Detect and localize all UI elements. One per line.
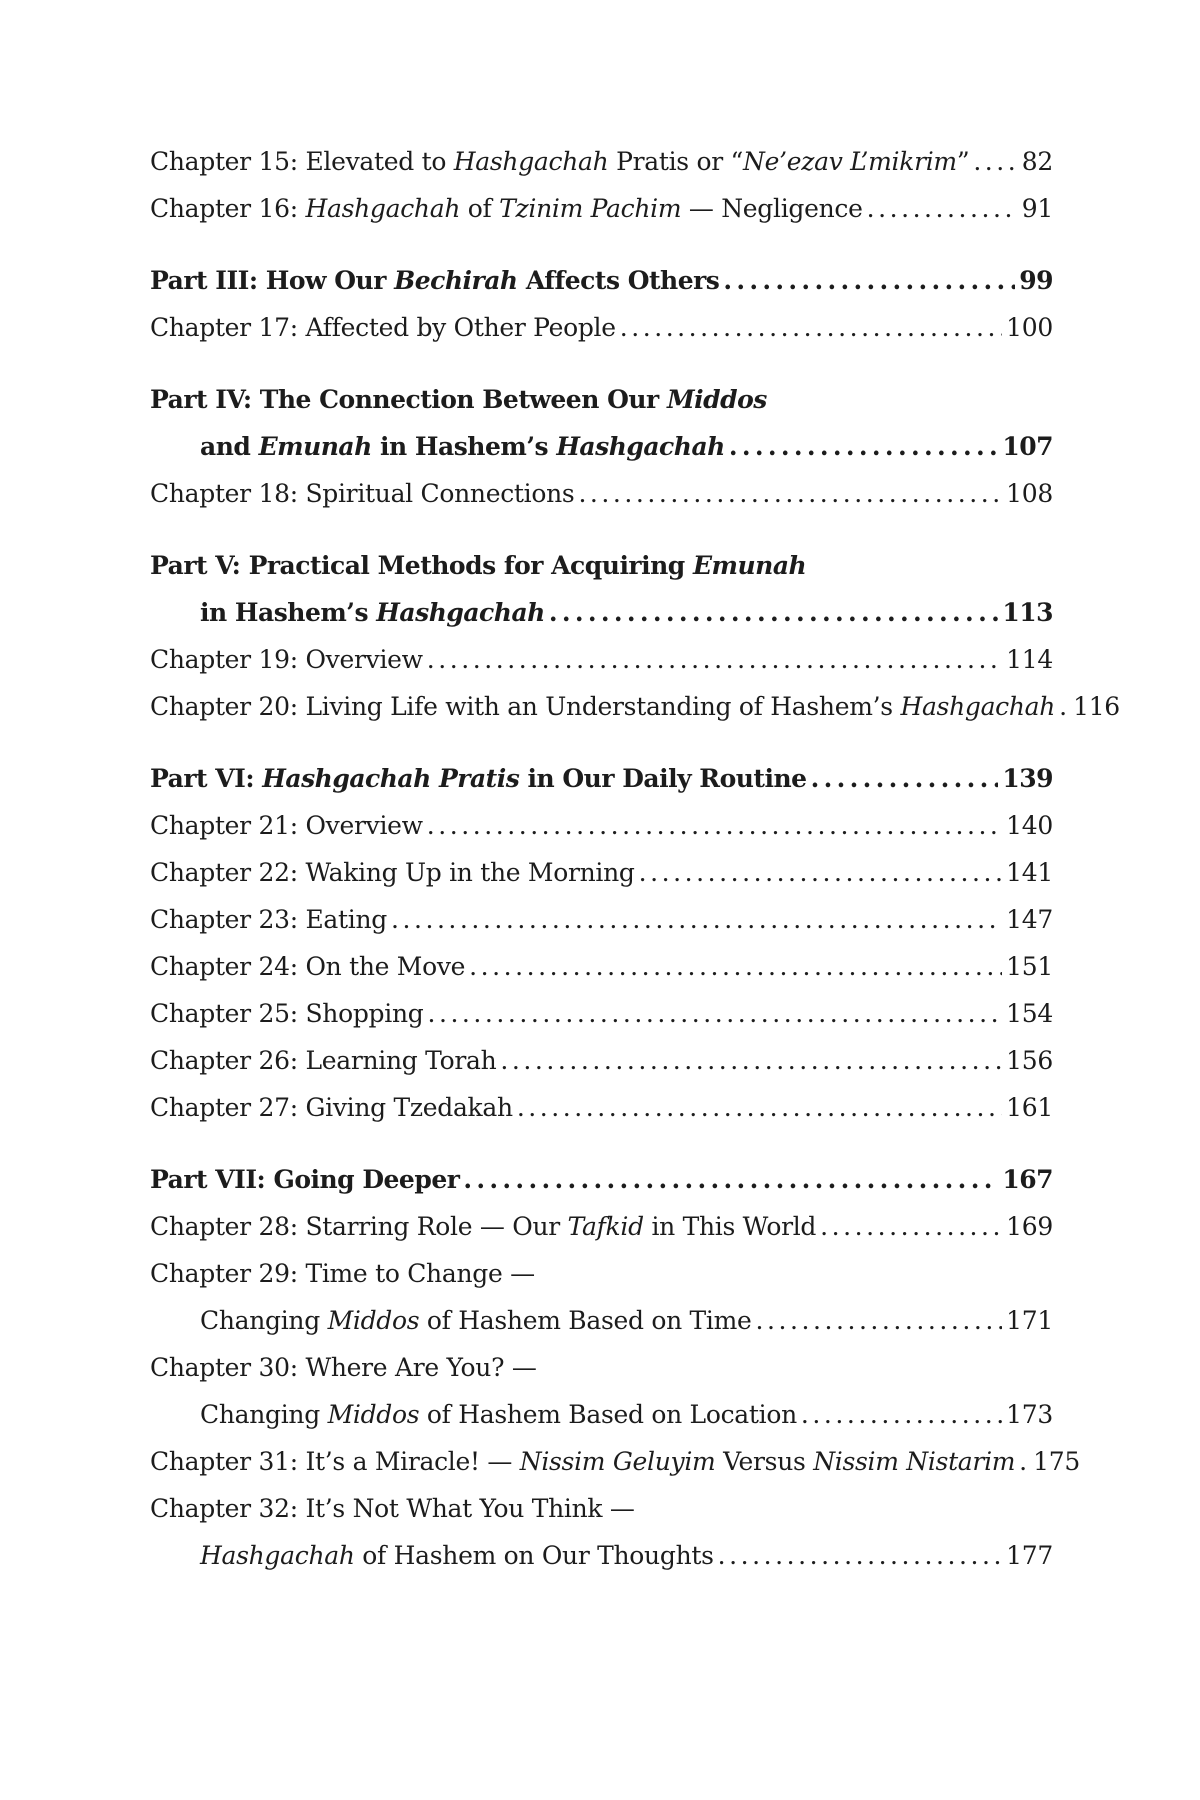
toc-dot-leader: [973, 138, 1017, 185]
toc-page-number: 156: [1006, 1046, 1053, 1075]
toc-page-number: 116: [1073, 692, 1120, 721]
toc-dot-leader: [500, 1037, 1002, 1084]
toc-title-segment: Chapter 19: Overview: [150, 645, 423, 674]
toc-entry-title: [150, 1532, 714, 1579]
toc-title-segment: Chapter 15: Elevated to: [150, 147, 454, 176]
toc-title-segment: Emunah: [692, 551, 807, 580]
toc-dot-leader: [801, 1391, 1002, 1438]
toc-chapter-entry: [150, 470, 1053, 517]
toc-page-number: 107: [1002, 432, 1053, 461]
toc-dot-leader: [427, 990, 1002, 1037]
toc-dot-leader: [517, 1084, 1002, 1131]
toc-title-segment: Part III: How Our: [150, 266, 395, 295]
toc-title-segment: Hashgachah: [200, 1541, 355, 1570]
toc-chapter-entry: [150, 1250, 1053, 1297]
toc-title-segment: Chapter 27: Giving Tzedakah: [150, 1093, 513, 1122]
toc-entry-title: [150, 1037, 496, 1084]
toc-title-segment: Emunah: [258, 432, 372, 461]
toc-title-segment: Chapter 23: Eating: [150, 905, 387, 934]
toc-title-segment: Middos: [327, 1306, 420, 1335]
toc-chapter-entry: [150, 1391, 1053, 1438]
toc-entry-title: [150, 849, 635, 896]
toc-chapter-entry: [150, 304, 1053, 351]
toc-dot-leader: [578, 470, 1002, 517]
toc-chapter-entry: [150, 802, 1053, 849]
toc-dot-leader: [820, 1203, 1002, 1250]
toc-dot-leader: [620, 304, 1002, 351]
toc-title-segment: Tzinim Pachim: [499, 194, 682, 223]
toc-entry-title: [150, 304, 616, 351]
toc-part-entry: [150, 755, 1053, 802]
toc-chapter-entry: [150, 1297, 1053, 1344]
toc-dot-leader: [427, 802, 1002, 849]
toc-title-segment: Nissim Geluyim: [519, 1447, 716, 1476]
toc-entry-title: [150, 138, 969, 185]
toc-page-number: 100: [1006, 313, 1053, 342]
toc-page-number: 167: [1002, 1165, 1053, 1194]
toc-page-number: 140: [1006, 811, 1053, 840]
toc-page-number: 171: [1006, 1306, 1053, 1335]
toc-chapter-entry: [150, 683, 1120, 730]
toc-title-segment: in Hashem’s: [200, 598, 377, 627]
toc-entry-title: [150, 1203, 816, 1250]
toc-title-segment: Middos: [327, 1400, 420, 1429]
toc-page-number: 82: [1021, 147, 1053, 176]
toc-title-segment: Chapter 21: Overview: [150, 811, 423, 840]
toc-dot-leader: [723, 257, 1015, 304]
toc-title-segment: Changing: [200, 1400, 328, 1429]
toc-entry-title: [150, 185, 863, 232]
toc-page-number: 113: [1002, 598, 1053, 627]
toc-dot-leader: [718, 1532, 1003, 1579]
toc-entry-title: [150, 943, 465, 990]
toc-page-number: 151: [1006, 952, 1053, 981]
toc-title-segment: Versus: [715, 1447, 814, 1476]
toc-title-segment: and: [200, 432, 259, 461]
toc-chapter-entry: [150, 849, 1053, 896]
toc-title-segment: in Our Daily Routine: [519, 764, 807, 793]
toc-title-segment: Part VI:: [150, 764, 263, 793]
toc-dot-leader: [463, 1156, 998, 1203]
toc-title-segment: Chapter 17: Affected by Other People: [150, 313, 616, 342]
toc-entry-title: [150, 1391, 797, 1438]
toc-chapter-entry: [150, 1203, 1053, 1250]
toc-entry-title: [150, 470, 574, 517]
toc-title-segment: Chapter 28: Starring Role — Our: [150, 1212, 568, 1241]
toc-title-segment: in This World: [643, 1212, 817, 1241]
toc-chapter-entry: [150, 636, 1053, 683]
toc-title-segment: of Hashem on Our Thoughts: [354, 1541, 714, 1570]
toc-title-segment: of: [460, 194, 500, 223]
toc-entry-title: [150, 589, 545, 636]
toc-title-segment: Chapter 20: Living Life with an Understanding of Hashem’s: [150, 692, 901, 721]
toc-part-entry: [150, 257, 1053, 304]
toc-chapter-entry: [150, 1084, 1053, 1131]
toc-title-segment: Chapter 30: Where Are You? —: [150, 1353, 537, 1382]
toc-page-number: 147: [1006, 905, 1053, 934]
toc-entry-title: [150, 1084, 513, 1131]
toc-title-segment: Pratis or “: [608, 147, 743, 176]
toc-part-entry: [150, 542, 1053, 589]
toc-chapter-entry: [150, 1037, 1053, 1084]
toc-page-number: 91: [1021, 194, 1053, 223]
toc-title-segment: Bechirah: [394, 266, 518, 295]
toc-page-number: 177: [1006, 1541, 1053, 1570]
toc-title-segment: Chapter 31: It’s a Miracle! —: [150, 1447, 520, 1476]
toc-dot-leader: [391, 896, 1002, 943]
toc-chapter-entry: [150, 1438, 1080, 1485]
toc-chapter-entry: [150, 896, 1053, 943]
toc-entry-title: [150, 542, 806, 589]
toc-entry-title: [150, 802, 423, 849]
toc-title-segment: Affects Others: [517, 266, 720, 295]
toc-entry-title: [150, 636, 423, 683]
toc-title-segment: of Hashem Based on Location: [419, 1400, 797, 1429]
toc-title-segment: Part IV: The Connection Between Our: [150, 385, 667, 414]
toc-title-segment: — Negligence: [681, 194, 863, 223]
toc-page-number: 154: [1006, 999, 1053, 1028]
toc-dot-leader: [1059, 683, 1069, 730]
toc-title-segment: Nissim Nistarim: [813, 1447, 1016, 1476]
toc-page-number: 108: [1006, 479, 1053, 508]
toc-page-number: 114: [1006, 645, 1053, 674]
toc-chapter-entry: [150, 1485, 1053, 1532]
toc-entry-title: [150, 376, 767, 423]
toc-title-segment: Tafkid: [567, 1212, 644, 1241]
toc-part-entry: [150, 376, 1053, 423]
toc-page-number: 99: [1019, 266, 1053, 295]
toc-dot-leader: [639, 849, 1003, 896]
toc-title-segment: Chapter 25: Shopping: [150, 999, 424, 1028]
toc-dot-leader: [549, 589, 998, 636]
toc-title-segment: Chapter 29: Time to Change —: [150, 1259, 535, 1288]
toc-title-segment: Chapter 16:: [150, 194, 306, 223]
toc-entry-title: [150, 1156, 459, 1203]
toc-entry-title: [150, 1250, 535, 1297]
toc-dot-leader: [729, 423, 998, 470]
toc-dot-leader: [1019, 1438, 1029, 1485]
toc-title-segment: Chapter 22: Waking Up in the Morning: [150, 858, 635, 887]
toc-title-segment: Ne’ezav L’mikrim: [743, 147, 957, 176]
toc-entry-title: [150, 896, 387, 943]
toc-part-entry: [150, 1156, 1053, 1203]
toc-title-segment: Chapter 32: It’s Not What You Think —: [150, 1494, 635, 1523]
toc-dot-leader: [427, 636, 1002, 683]
toc-title-segment: ”: [956, 147, 970, 176]
table-of-contents: [150, 138, 1120, 1579]
toc-chapter-entry: [150, 990, 1053, 1037]
toc-entry-title: [150, 257, 719, 304]
toc-part-entry: [150, 423, 1053, 470]
toc-part-entry: [150, 589, 1053, 636]
toc-title-segment: Chapter 24: On the Move: [150, 952, 466, 981]
toc-title-segment: Changing: [200, 1306, 328, 1335]
toc-page-number: 139: [1002, 764, 1053, 793]
toc-title-segment: Hashgachah: [556, 432, 725, 461]
toc-dot-leader: [867, 185, 1018, 232]
toc-title-segment: Chapter 18: Spiritual Connections: [150, 479, 575, 508]
toc-entry-title: [150, 1438, 1015, 1485]
toc-page-number: 169: [1006, 1212, 1053, 1241]
toc-entry-title: [150, 683, 1055, 730]
toc-chapter-entry: [150, 1532, 1053, 1579]
toc-entry-title: [150, 755, 807, 802]
toc-entry-title: [150, 423, 725, 470]
toc-dot-leader: [811, 755, 999, 802]
toc-page-number: 173: [1006, 1400, 1053, 1429]
toc-title-segment: Middos: [666, 385, 767, 414]
toc-title-segment: in Hashem’s: [371, 432, 557, 461]
toc-page-number: 175: [1033, 1447, 1080, 1476]
toc-title-segment: Hashgachah: [376, 598, 545, 627]
toc-chapter-entry: [150, 185, 1053, 232]
toc-chapter-entry: [150, 943, 1053, 990]
toc-entry-title: [150, 1485, 635, 1532]
toc-title-segment: Part V: Practical Methods for Acquiring: [150, 551, 693, 580]
toc-entry-title: [150, 990, 423, 1037]
toc-page-number: 141: [1006, 858, 1053, 887]
toc-dot-leader: [756, 1297, 1003, 1344]
toc-title-segment: Hashgachah Pratis: [262, 764, 520, 793]
toc-title-segment: Hashgachah: [453, 147, 609, 176]
toc-entry-title: [150, 1297, 752, 1344]
toc-dot-leader: [469, 943, 1002, 990]
toc-title-segment: of Hashem Based on Time: [419, 1306, 752, 1335]
toc-chapter-entry: [150, 1344, 1053, 1391]
toc-title-segment: Hashgachah: [900, 692, 1056, 721]
toc-entry-title: [150, 1344, 537, 1391]
toc-page-number: 161: [1006, 1093, 1053, 1122]
toc-title-segment: Chapter 26: Learning Torah: [150, 1046, 497, 1075]
toc-title-segment: Hashgachah: [305, 194, 461, 223]
toc-chapter-entry: [150, 138, 1053, 185]
toc-title-segment: Part VII: Going Deeper: [150, 1165, 460, 1194]
